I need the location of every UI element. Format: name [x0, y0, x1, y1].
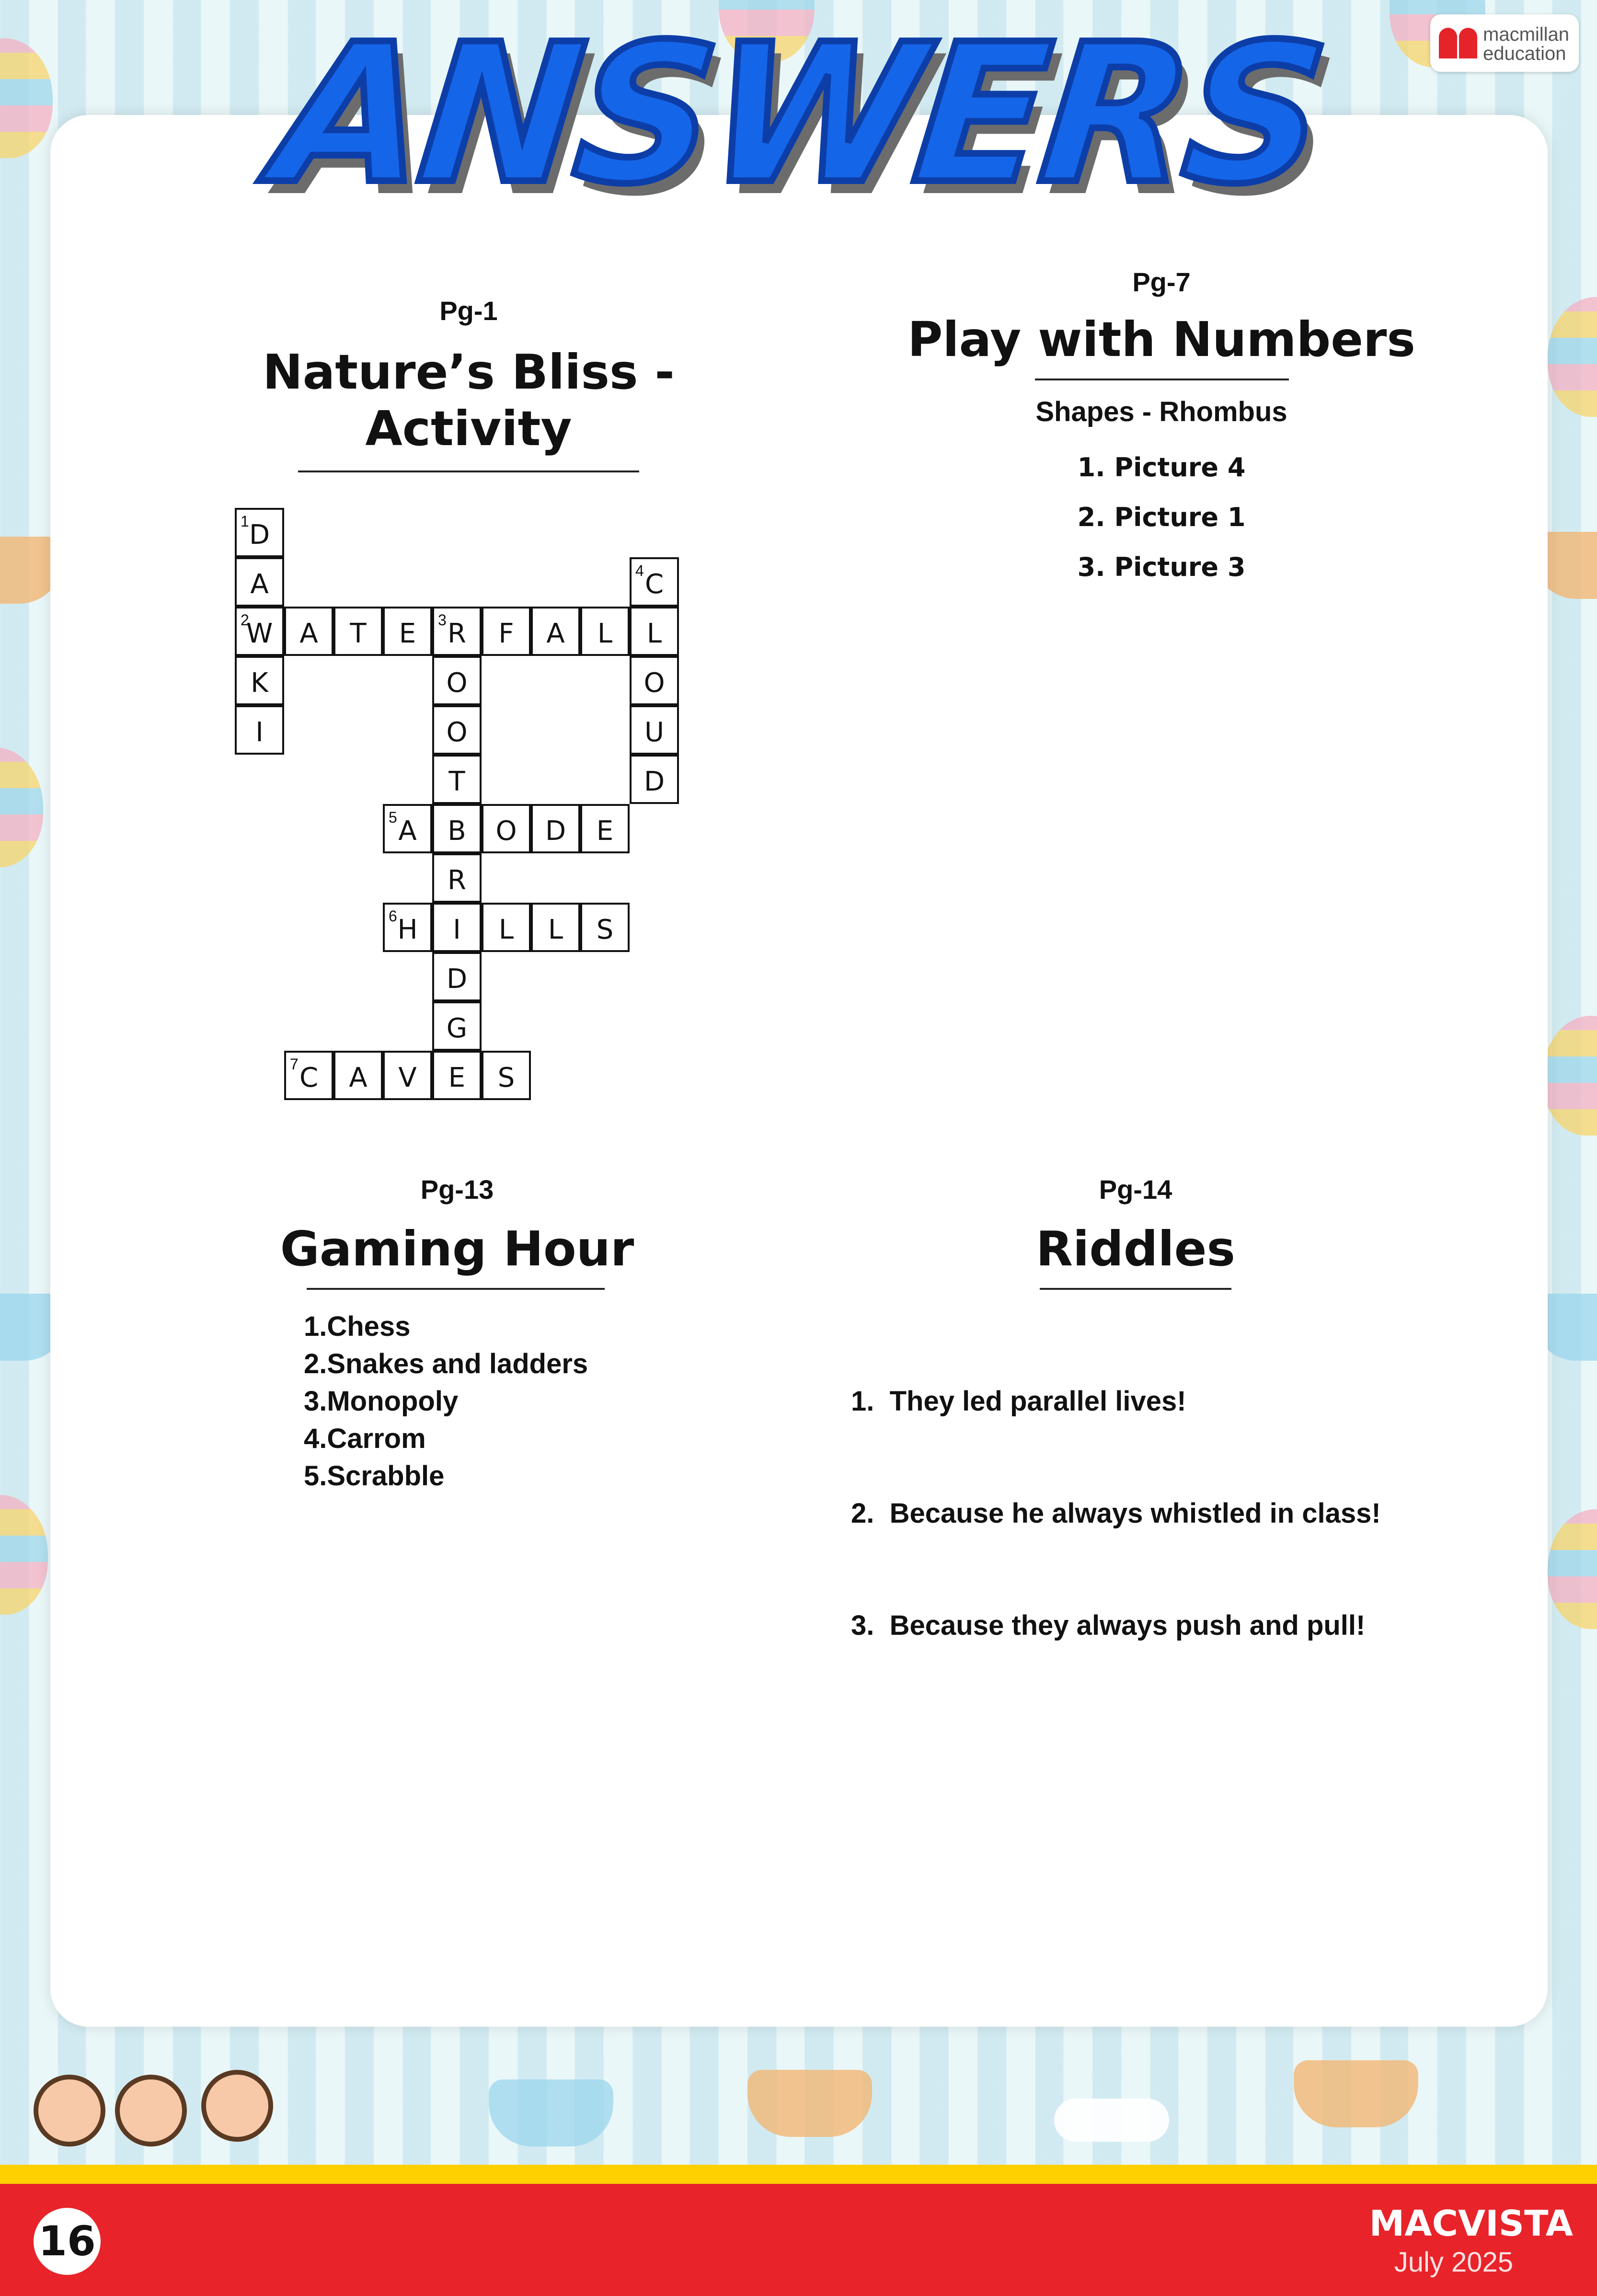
crossword-cell — [482, 607, 531, 656]
crossword-letter: S — [497, 1062, 515, 1093]
crossword-letter: U — [644, 717, 664, 748]
hot-air-balloon-decoration — [0, 747, 43, 867]
crossword-cell — [432, 853, 482, 903]
list-item: 1. They led parallel lives! — [851, 1386, 1186, 1417]
crossword-letter: D — [446, 964, 468, 995]
crossword-letter: L — [548, 914, 563, 945]
crossword-letter: L — [498, 914, 514, 945]
hot-air-balloon-decoration — [1548, 297, 1597, 417]
crossword-cell — [630, 557, 679, 607]
crossword-letter: B — [448, 815, 466, 847]
child-illustration — [34, 2075, 105, 2147]
crossword-cell — [235, 705, 284, 755]
crossword-cell — [383, 903, 432, 952]
crossword-cell — [531, 804, 580, 853]
header — [0, 3, 1597, 226]
crossword-cell — [235, 656, 284, 705]
crossword-clue-number: 2 — [241, 611, 249, 629]
pg1-title — [229, 344, 708, 457]
crossword-cell — [580, 804, 630, 853]
crossword-letter: T — [448, 766, 465, 797]
hot-air-balloon-decoration — [1543, 1016, 1597, 1136]
crossword-cell — [580, 607, 630, 656]
crossword-clue-number: 5 — [389, 809, 397, 826]
crossword-letter: S — [596, 914, 614, 945]
crossword-letter: G — [446, 1013, 468, 1044]
crossword-letter: K — [251, 667, 268, 699]
pg14-answer-list — [851, 1308, 1522, 1682]
logo-line-1: macmillan — [1483, 24, 1570, 45]
hot-air-balloon-decoration — [1548, 1509, 1597, 1629]
page-title: ANSWERS — [266, 3, 1331, 226]
crossword-letter: A — [250, 569, 269, 600]
crossword-cell — [432, 607, 482, 656]
crossword-letter: D — [545, 815, 566, 847]
pg7-answer-3: 3. Picture 3 — [1077, 552, 1246, 582]
crossword-letter: D — [249, 519, 270, 551]
crossword-clue-number: 7 — [290, 1056, 299, 1073]
crossword-clue-number: 6 — [389, 907, 397, 925]
pg7-title-underline — [1035, 379, 1289, 380]
crossword-cell — [630, 607, 679, 656]
crossword-letter: E — [399, 618, 416, 649]
pg13-title-underline — [307, 1288, 605, 1290]
crossword-letter: F — [498, 618, 514, 649]
pg7-answer-1: 1. Picture 4 — [1077, 452, 1246, 482]
crossword-cell — [235, 508, 284, 557]
logo-line-2: education — [1483, 43, 1566, 64]
crossword-clue-number: 3 — [438, 611, 447, 629]
crossword-cell — [630, 705, 679, 755]
list-item: 3. Because they always push and pull! — [851, 1610, 1366, 1641]
child-illustration — [201, 2070, 273, 2142]
crossword-cell — [333, 607, 383, 656]
page-number: 16 — [34, 2208, 101, 2275]
crossword-letter: O — [495, 815, 517, 847]
crossword-letter: W — [246, 618, 273, 649]
crossword-cell — [580, 903, 630, 952]
footer-stripe — [0, 2165, 1597, 2184]
list-item: 5.Scrabble — [304, 1460, 445, 1492]
crossword-cell — [432, 1001, 482, 1051]
pg1-title-line-2: Activity — [365, 401, 572, 457]
macmillan-logo-icon — [1439, 28, 1478, 58]
crossword-cell — [482, 1051, 531, 1100]
truck-decoration — [1294, 2060, 1418, 2127]
list-item: 4.Carrom — [304, 1423, 426, 1454]
crossword-cell — [432, 705, 482, 755]
crossword-letter: R — [448, 865, 466, 896]
truck-decoration — [489, 2079, 613, 2147]
magazine-name: MACVISTA — [1369, 2203, 1573, 2244]
pg7-title: Play with Numbers — [908, 311, 1415, 367]
crossword-letter: I — [255, 717, 264, 748]
crossword-cell — [235, 607, 284, 656]
crossword-letter: T — [350, 618, 367, 649]
cloud-decoration — [1054, 2099, 1169, 2142]
crossword-cell — [531, 903, 580, 952]
hot-air-balloon-decoration — [0, 1495, 48, 1615]
pg7-subtitle: Shapes - Rhombus — [1035, 396, 1287, 427]
list-item: 3.Monopoly — [304, 1386, 459, 1417]
pg14-title: Riddles — [1035, 1221, 1236, 1277]
crossword-letter: O — [446, 667, 468, 699]
footer — [0, 2184, 1597, 2296]
crossword-letter: C — [299, 1062, 319, 1093]
crossword-letter: D — [643, 766, 665, 797]
crossword-cell — [333, 1051, 383, 1100]
pg13-answer-list — [304, 1308, 735, 1495]
crossword-cell — [482, 804, 531, 853]
pg13-label: Pg-13 — [420, 1174, 494, 1205]
list-item: 1.Chess — [304, 1311, 411, 1342]
list-item: 2.Snakes and ladders — [304, 1348, 588, 1379]
crossword-cell — [432, 656, 482, 705]
crossword-letter: A — [546, 618, 565, 649]
crossword-cell — [432, 804, 482, 853]
crossword-letter: L — [597, 618, 613, 649]
crossword-cell — [432, 952, 482, 1001]
crossword-letter: O — [446, 717, 468, 748]
pg7-label: Pg-7 — [1132, 267, 1191, 297]
crossword-clue-number: 4 — [635, 562, 644, 579]
crossword-letter: V — [398, 1062, 417, 1093]
crossword-letter: H — [397, 914, 418, 945]
pg1-title-underline — [298, 471, 639, 472]
list-item: 2. Because he always whistled in class! — [851, 1498, 1381, 1529]
issue-date: July 2025 — [1394, 2247, 1513, 2278]
crossword-letter: A — [398, 815, 417, 847]
crossword-cell — [432, 903, 482, 952]
boat-decoration — [747, 2070, 872, 2137]
crossword-letter: R — [448, 618, 466, 649]
crossword-cell — [630, 755, 679, 804]
pg7-answer-2: 2. Picture 1 — [1077, 502, 1246, 532]
crossword-cell — [383, 607, 432, 656]
crossword-letter: O — [643, 667, 665, 699]
pg1-title-line-1: Nature’s Bliss - — [263, 344, 675, 400]
crossword-cell — [531, 607, 580, 656]
crossword-cell — [432, 1051, 482, 1100]
crossword-cell — [284, 1051, 333, 1100]
macmillan-logo — [1430, 14, 1579, 72]
crossword-cell — [235, 557, 284, 607]
pg1-label: Pg-1 — [439, 296, 498, 326]
crossword-letter: C — [644, 569, 664, 600]
crossword-cell — [432, 755, 482, 804]
child-illustration — [115, 2075, 187, 2147]
crossword-cell — [383, 804, 432, 853]
crossword-cell — [482, 903, 531, 952]
crossword-clue-number: 1 — [241, 513, 249, 530]
crossword-letter: A — [349, 1062, 368, 1093]
crossword-letter: I — [453, 914, 461, 945]
crossword-letter: E — [596, 815, 614, 847]
crossword-cell — [284, 607, 333, 656]
pg14-label: Pg-14 — [1099, 1174, 1172, 1205]
crossword-letter: E — [448, 1062, 466, 1093]
crossword-letter: L — [646, 618, 662, 649]
pg13-title: Gaming Hour — [280, 1221, 634, 1277]
crossword-cell — [383, 1051, 432, 1100]
crossword-letter: A — [299, 618, 318, 649]
crossword-cell — [630, 656, 679, 705]
pg14-title-underline — [1040, 1288, 1231, 1290]
